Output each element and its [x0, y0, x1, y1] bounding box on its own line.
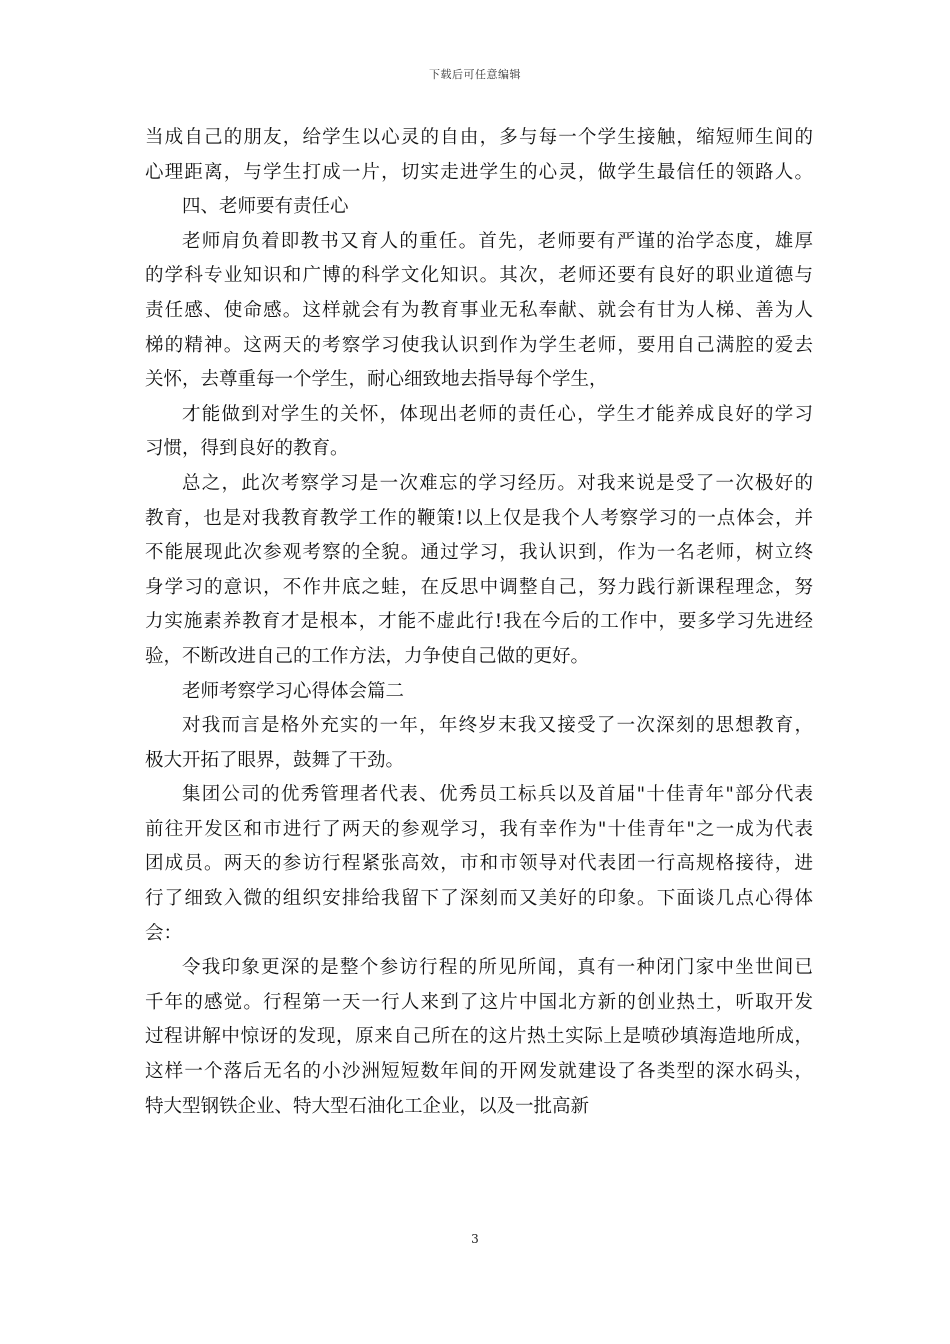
text-line: 习惯，得到良好的教育。 — [145, 438, 349, 460]
text-line: 千年的感觉。行程第一天一行人来到了这片中国北方新的创业热土，听取开发 — [145, 991, 813, 1013]
text-line: 对我而言是格外充实的一年，年终岁末我又接受了一次深刻的思想教育， — [182, 715, 813, 737]
document-body — [145, 121, 813, 1124]
text-line: 前往开发区和市进行了两天的参观学习，我有幸作为"十佳青年"之一成为代表 — [145, 818, 813, 840]
text-line: 令我印象更深的是整个参访行程的所见所闻，真有一种闭门家中坐世间已 — [182, 957, 813, 979]
text-line: 身学习的意识，不作井底之蛙，在反思中调整自己，努力践行新课程理念，努 — [145, 576, 813, 598]
text-line: 才能做到对学生的关怀，体现出老师的责任心，学生才能养成良好的学习 — [182, 403, 813, 425]
text-line: 行了细致入微的组织安排给我留下了深刻而又美好的印象。下面谈几点心得体 — [145, 888, 813, 910]
text-line: 关怀，去尊重每一个学生，耐心细致地去指导每个学生， — [145, 369, 608, 391]
text-line: 总之，此次考察学习是一次难忘的学习经历。对我来说是受了一次极好的 — [182, 472, 813, 494]
text-line: 的学科专业知识和广博的科学文化知识。其次，老师还要有良好的职业道德与 — [145, 265, 813, 287]
text-line: 会： — [145, 922, 183, 944]
text-line: 这样一个落后无名的小沙洲短短数年间的开网发就建设了各类型的深水码头， — [145, 1061, 813, 1083]
text-line: 不能展现此次参观考察的全貌。通过学习，我认识到，作为一名老师，树立终 — [145, 542, 813, 564]
text-line: 心理距离，与学生打成一片，切实走进学生的心灵，做学生最信任的领路人。 — [145, 161, 813, 183]
text-line: 团成员。两天的参访行程紧张高效，市和市领导对代表团一行高规格接待，进 — [145, 853, 813, 875]
text-line: 梯的精神。这两天的考察学习使我认识到作为学生老师，要用自己满腔的爱去 — [145, 334, 813, 356]
section-heading: 老师考察学习心得体会篇二 — [182, 680, 405, 702]
page-header-note: 下载后可任意编辑 — [429, 68, 521, 81]
text-line: 集团公司的优秀管理者代表、优秀员工标兵以及首届"十佳青年"部分代表 — [182, 784, 813, 806]
text-line: 验，不断改进自己的工作方法，力争使自己做的更好。 — [145, 645, 590, 667]
text-line: 老师肩负着即教书又育人的重任。首先，老师要有严谨的治学态度，雄厚 — [182, 230, 813, 252]
text-line: 教育，也是对我教育教学工作的鞭策!以上仅是我个人考察学习的一点体会，并 — [145, 507, 813, 529]
text-line: 力实施素养教育才是根本，才能不虚此行!我在今后的工作中，要多学习先进经 — [145, 611, 813, 633]
text-line: 过程讲解中惊讶的发现，原来自己所在的这片热土实际上是喷砂填海造地所成， — [145, 1026, 813, 1048]
page-number: 3 — [471, 1232, 479, 1246]
text-line: 责任感、使命感。这样就会有为教育事业无私奉献、就会有甘为人梯、善为人 — [145, 299, 813, 321]
text-line: 当成自己的朋友，给学生以心灵的自由，多与每一个学生接触，缩短师生间的 — [145, 127, 813, 148]
text-line: 极大开拓了眼界，鼓舞了干劲。 — [145, 749, 405, 771]
text-line: 特大型钢铁企业、特大型石油化工企业，以及一批高新 — [145, 1095, 590, 1117]
section-heading: 四、老师要有责任心 — [182, 196, 349, 218]
